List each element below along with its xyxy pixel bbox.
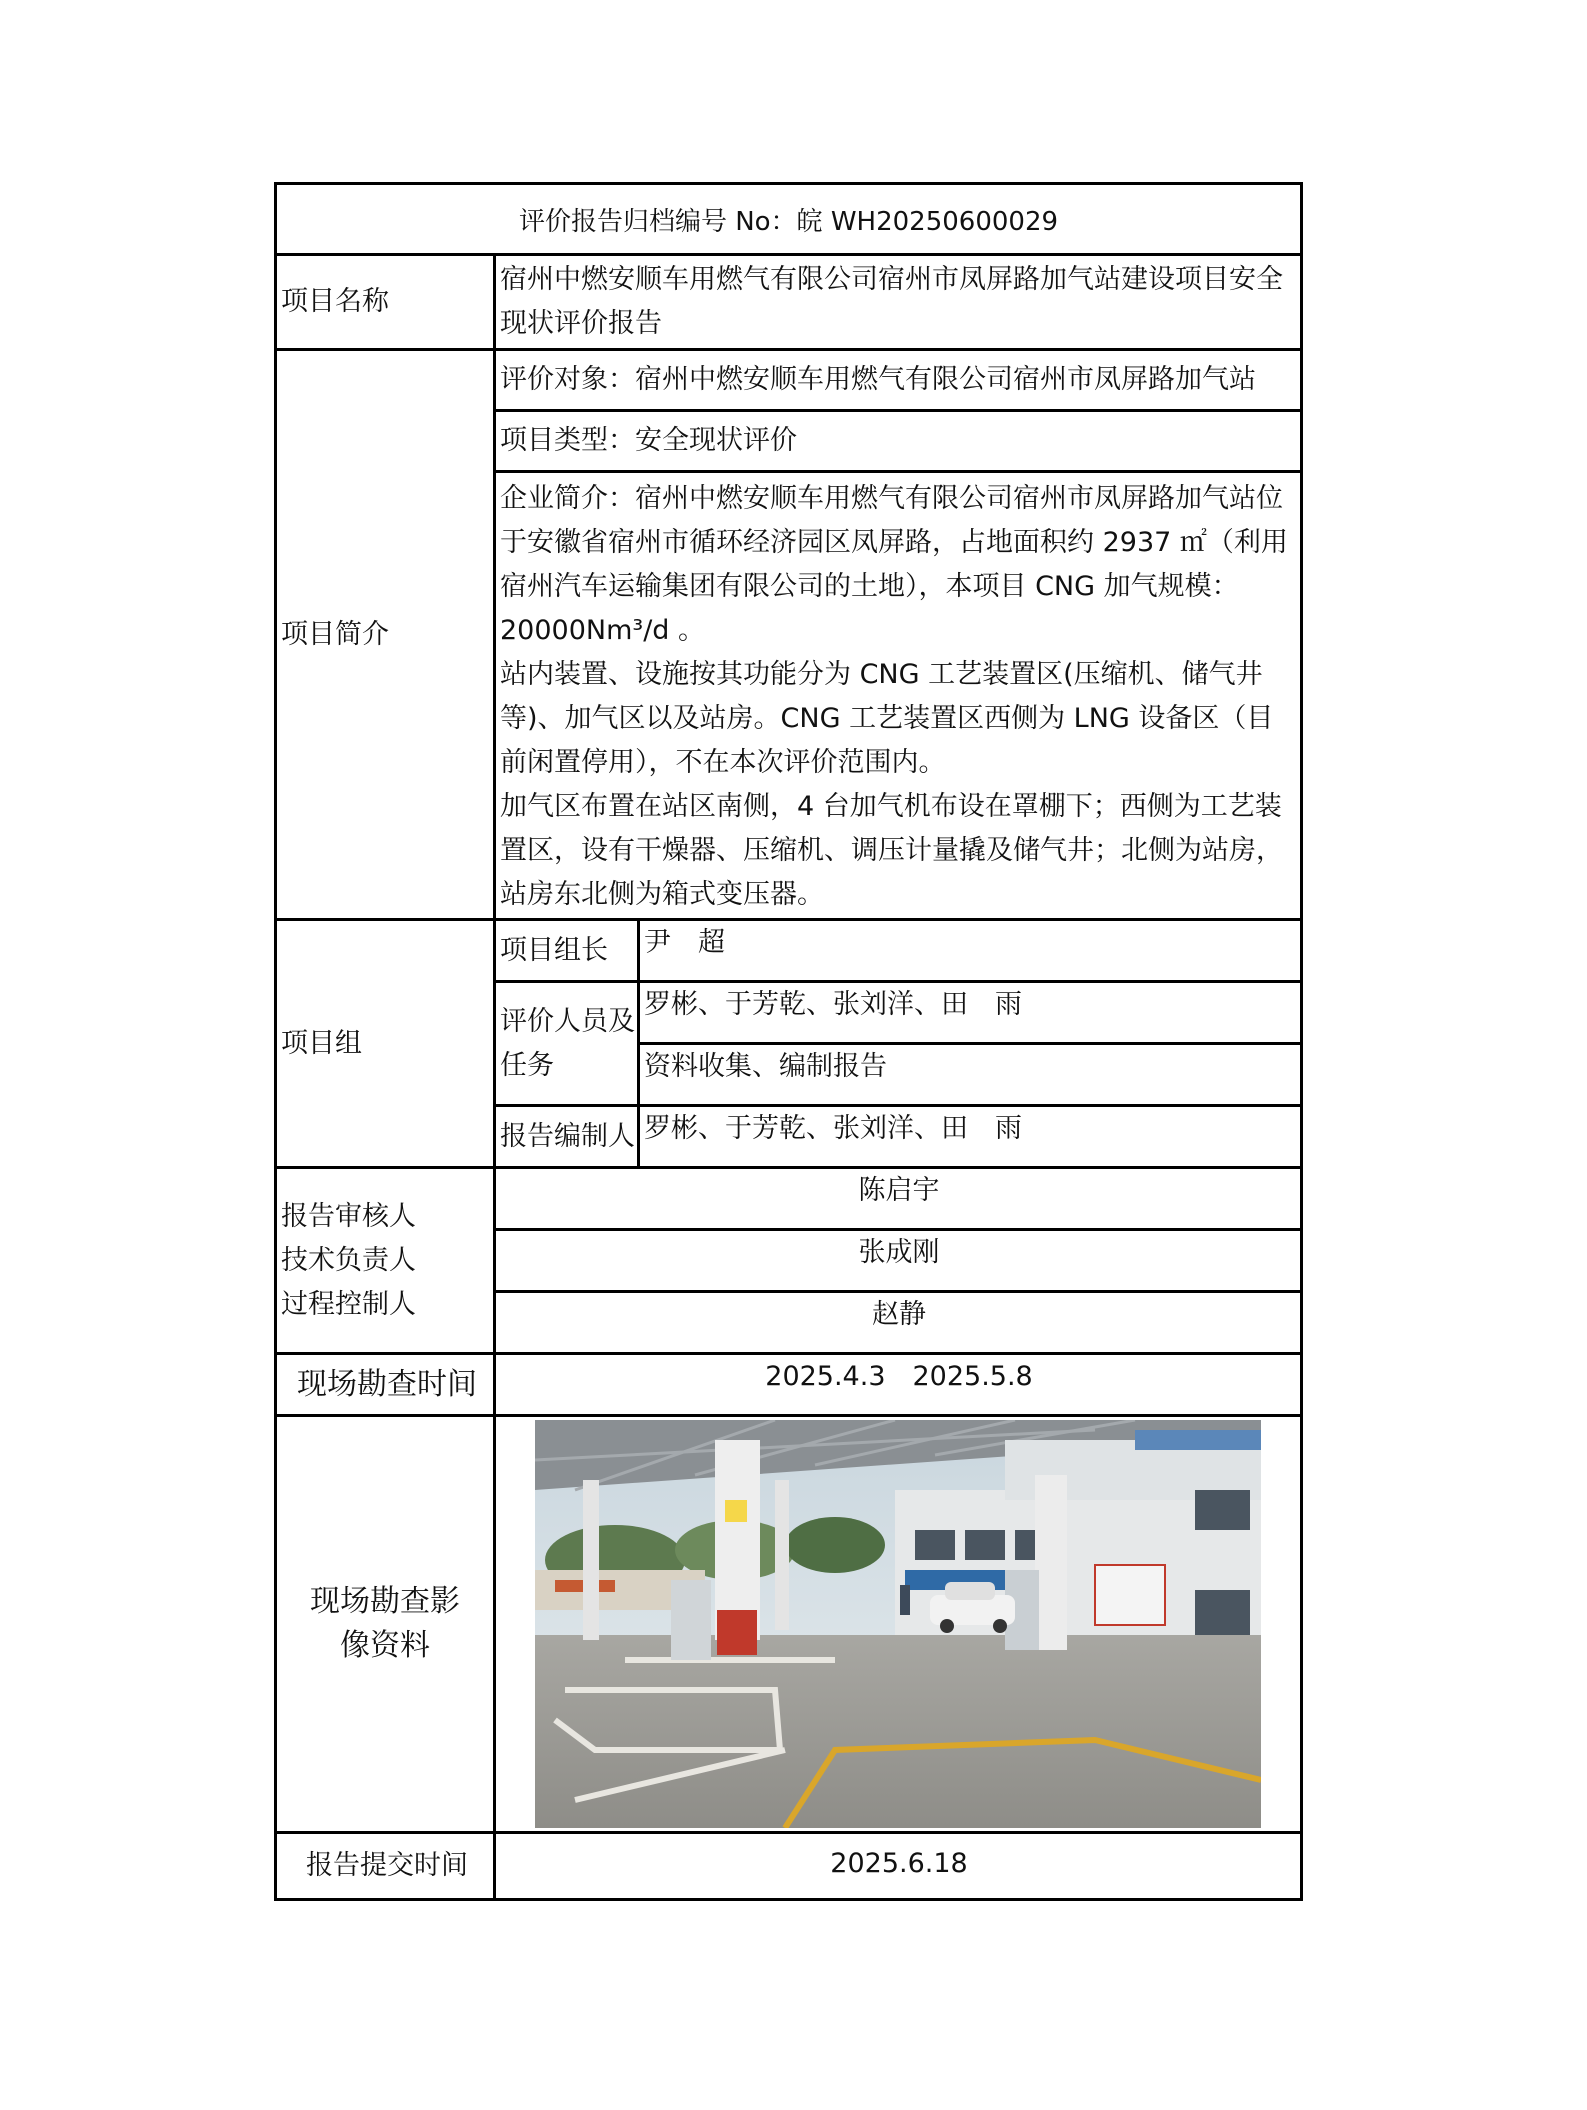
team-label: 项目组 bbox=[276, 920, 495, 1168]
project-name-row bbox=[276, 255, 1302, 350]
site-time-label: 现场勘查时间 bbox=[276, 1354, 495, 1416]
reviewer-label: 报告审核人 bbox=[281, 1200, 416, 1232]
site-time-value: 2025.4.3 2025.5.8 bbox=[495, 1354, 1302, 1416]
review-labels bbox=[276, 1168, 495, 1354]
leader-value: 尹 超 bbox=[639, 920, 1302, 982]
site-time-row bbox=[276, 1354, 1302, 1416]
project-type: 项目类型：安全现状评价 bbox=[495, 411, 1302, 472]
building-sign bbox=[1135, 1430, 1261, 1450]
leader-label: 项目组长 bbox=[495, 920, 639, 982]
intro-paragraph-3: 加气区布置在站区南侧，4 台加气机布设在罩棚下；西侧为工艺装置区，设有干燥器、压缩机、调压计量撬及储气井；北侧为站房，站房东北侧为箱式变压器。 bbox=[500, 791, 1283, 910]
reviewer-row bbox=[276, 1168, 1302, 1230]
archive-number: 评价报告归档编号 No：皖 WH20250600029 bbox=[276, 184, 1302, 255]
forecourt bbox=[535, 1635, 1261, 1828]
tech-lead-label: 技术负责人 bbox=[281, 1244, 416, 1276]
evaluators-label: 评价人员及任务 bbox=[495, 982, 639, 1106]
writers-value: 罗彬、于芳乾、张刘洋、田 雨 bbox=[639, 1106, 1302, 1168]
evaluation-object: 评价对象：宿州中燃安顺车用燃气有限公司宿州市凤屏路加气站 bbox=[495, 350, 1302, 411]
site-photo-row bbox=[276, 1416, 1302, 1833]
intro-paragraph-2: 站内装置、设施按其功能分为 CNG 工艺装置区(压缩机、储气井等)、加气区以及站房。CNG 工艺装置区西侧为 LNG 设备区（目前闲置停用），不在本次评价范围内。 bbox=[500, 659, 1274, 778]
person bbox=[900, 1585, 910, 1615]
warning-sign bbox=[725, 1500, 747, 1522]
team-leader-row bbox=[276, 920, 1302, 982]
pillar-base-barrier bbox=[717, 1610, 757, 1655]
submit-label: 报告提交时间 bbox=[276, 1833, 495, 1900]
project-name-value: 宿州中燃安顺车用燃气有限公司宿州市凤屏路加气站建设项目安全现状评价报告 bbox=[495, 255, 1302, 350]
submit-row bbox=[276, 1833, 1302, 1900]
company-intro bbox=[495, 472, 1302, 920]
archive-row bbox=[276, 184, 1302, 255]
reviewer-value: 陈启宇 bbox=[495, 1168, 1302, 1230]
site-photo-label: 现场勘查影像资料 bbox=[276, 1416, 495, 1833]
site-photo-cell bbox=[495, 1416, 1302, 1833]
task-value: 资料收集、编制报告 bbox=[639, 1044, 1302, 1106]
evaluators-value: 罗彬、于芳乾、张刘洋、田 雨 bbox=[639, 982, 1302, 1044]
report-table bbox=[274, 182, 1303, 1901]
report-archive-form bbox=[274, 182, 1300, 1901]
summary-label: 项目简介 bbox=[276, 350, 495, 920]
tech-lead-value: 张成刚 bbox=[495, 1230, 1302, 1292]
process-ctrl-label: 过程控制人 bbox=[281, 1288, 416, 1320]
dispenser-left bbox=[671, 1580, 711, 1660]
project-name-label: 项目名称 bbox=[276, 255, 495, 350]
poster bbox=[1095, 1565, 1165, 1625]
summary-object-row bbox=[276, 350, 1302, 411]
submit-value: 2025.6.18 bbox=[495, 1833, 1302, 1900]
writers-label: 报告编制人 bbox=[495, 1106, 639, 1168]
intro-paragraph-1: 企业简介：宿州中燃安顺车用燃气有限公司宿州市凤屏路加气站位于安徽省宿州市循环经济园区凤屏路，占地面积约 2937 ㎡（利用宿州汽车运输集团有限公司的土地），本项目 CNG 加气规模：20000Nm³/d 。 bbox=[500, 483, 1288, 646]
process-ctrl-value: 赵静 bbox=[495, 1292, 1302, 1354]
gas-station-photo bbox=[535, 1420, 1261, 1828]
